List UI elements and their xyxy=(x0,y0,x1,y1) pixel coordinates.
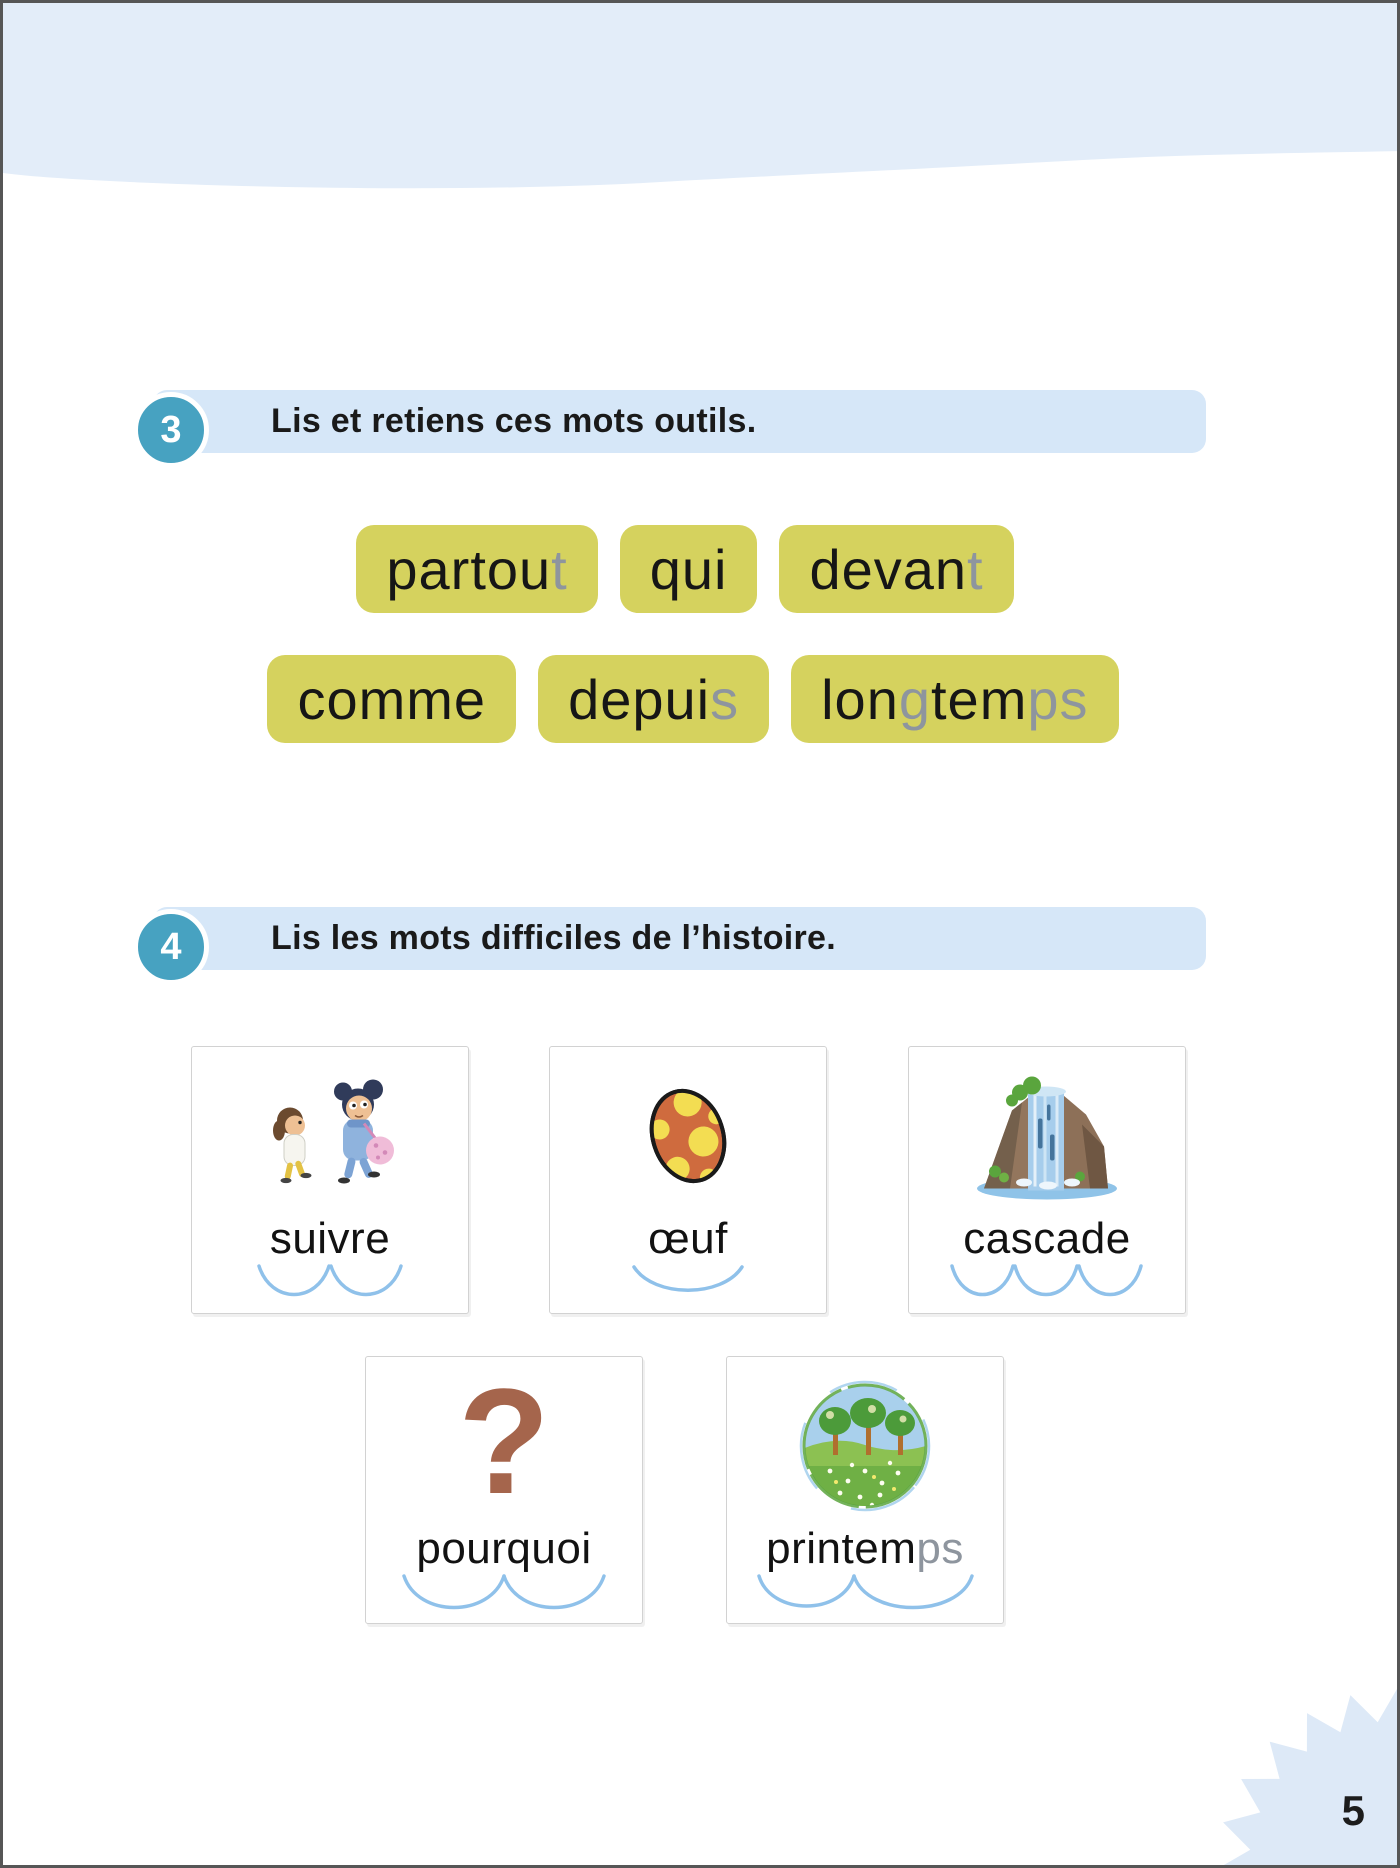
syllable-arcs xyxy=(948,1262,1146,1302)
word-card-printemps xyxy=(726,1356,1004,1624)
card-word xyxy=(766,1525,964,1573)
chip-text: comme xyxy=(297,667,487,731)
small-girl xyxy=(273,1108,312,1184)
syllable-arcs xyxy=(628,1262,748,1296)
exercise-3-title: Lis et retiens ces mots outils. xyxy=(271,402,757,440)
exercise-3-badge xyxy=(133,392,209,468)
word-chip-qui xyxy=(620,525,758,613)
exercise-4-header xyxy=(153,907,1206,970)
word-chip-depuis xyxy=(538,655,769,743)
card-word xyxy=(270,1215,390,1263)
chip-silent-letter: s xyxy=(710,667,740,731)
svg-text:?: ? xyxy=(458,1371,550,1521)
word-chip-devant xyxy=(779,525,1013,613)
page-number: 5 xyxy=(1341,1787,1365,1834)
word-card-oeuf xyxy=(549,1046,827,1314)
syllable-arcs xyxy=(399,1572,609,1614)
card-word-text: printem xyxy=(766,1524,917,1573)
card-word-text: cascade xyxy=(963,1214,1131,1263)
spotted-egg-illustration xyxy=(613,1057,763,1215)
card-word-text: pourquoi xyxy=(416,1524,592,1573)
word-card-pourquoi xyxy=(365,1356,643,1624)
chip-silent-letter: t xyxy=(967,537,984,601)
children-walking-illustration xyxy=(240,1057,420,1215)
header-wave xyxy=(3,3,1400,203)
word-chip-row-1 xyxy=(0,525,1385,613)
waterfall-illustration xyxy=(962,1057,1132,1215)
word-card-suivre xyxy=(191,1046,469,1314)
word-chip-comme xyxy=(267,655,516,743)
chip-text: depui xyxy=(568,667,711,731)
exercise-3-header xyxy=(153,390,1206,453)
word-chip-longtemps xyxy=(791,655,1118,743)
syllable-arcs xyxy=(754,1572,976,1614)
chip-text: partou xyxy=(386,537,552,601)
card-word xyxy=(416,1525,591,1573)
chip-silent-letter: ps xyxy=(1027,667,1089,731)
word-chip-partout xyxy=(356,525,597,613)
card-word-text: œuf xyxy=(648,1214,728,1263)
big-girl xyxy=(334,1080,394,1184)
chip-silent-letter: t xyxy=(551,537,568,601)
card-word xyxy=(648,1215,728,1263)
question-mark-illustration xyxy=(429,1367,579,1525)
card-word-text: suivre xyxy=(269,1214,391,1263)
chip-text: lon xyxy=(821,667,899,731)
chip-text: tem xyxy=(931,667,1028,731)
card-word xyxy=(963,1215,1130,1263)
card-word-silent-letters: ps xyxy=(916,1524,964,1573)
chip-silent-letter: g xyxy=(898,667,931,731)
word-card-cascade xyxy=(908,1046,1186,1314)
syllable-arcs xyxy=(255,1262,405,1302)
exercise-3-number: 3 xyxy=(160,408,182,451)
word-chip-row-2 xyxy=(0,655,1393,743)
exercise-4-title: Lis les mots difficiles de l’histoire. xyxy=(271,919,836,957)
exercise-4-number: 4 xyxy=(160,925,182,968)
chip-text: qui xyxy=(649,537,728,601)
chip-text: devan xyxy=(809,537,968,601)
exercise-4-badge xyxy=(133,909,209,985)
spring-meadow-illustration xyxy=(790,1367,940,1525)
